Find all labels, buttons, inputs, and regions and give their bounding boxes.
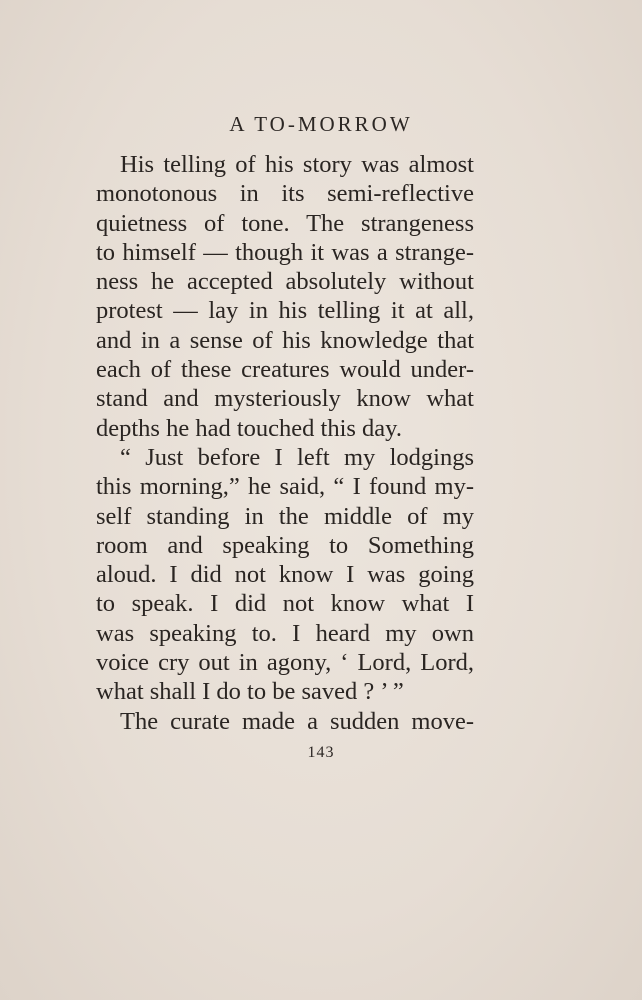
- text-line: room and speaking to Something: [96, 531, 474, 559]
- text-line: voice cry out in agony, ‘ Lord, Lord,: [96, 649, 474, 677]
- text-line: quietness of tone. The strangeness: [96, 209, 474, 237]
- body-text: [96, 150, 474, 736]
- text-line: depths he had touched this day.: [96, 414, 402, 442]
- text-line: what shall I do to be saved ? ’ ”: [96, 678, 404, 706]
- text-line: to himself — though it was a strange-: [96, 238, 474, 266]
- text-line: stand and mysteriously know what: [96, 385, 474, 413]
- text-line: each of these creatures would under-: [96, 356, 474, 384]
- running-head: A TO-MORROW: [229, 112, 413, 136]
- text-line: aloud. I did not know I was going: [96, 561, 474, 589]
- text-line: His telling of his story was almost: [120, 151, 474, 178]
- text-line: ness he accepted absolutely without: [96, 268, 474, 296]
- text-line: self standing in the middle of my: [96, 502, 474, 530]
- text-line: to speak. I did not know what I: [96, 590, 474, 618]
- text-line: monotonous in its semi-reflective: [96, 180, 474, 208]
- text-line: was speaking to. I heard my own: [96, 619, 474, 647]
- text-line: and in a sense of his knowledge that: [96, 326, 474, 354]
- text-line: The curate made a sudden move-: [120, 707, 474, 735]
- page-number: 143: [307, 744, 335, 761]
- text-line: protest — lay in his telling it at all,: [96, 297, 474, 325]
- text-line: this morning,” he said, “ I found my-: [96, 473, 474, 501]
- text-line: “ Just before I left my lodgings: [120, 443, 474, 471]
